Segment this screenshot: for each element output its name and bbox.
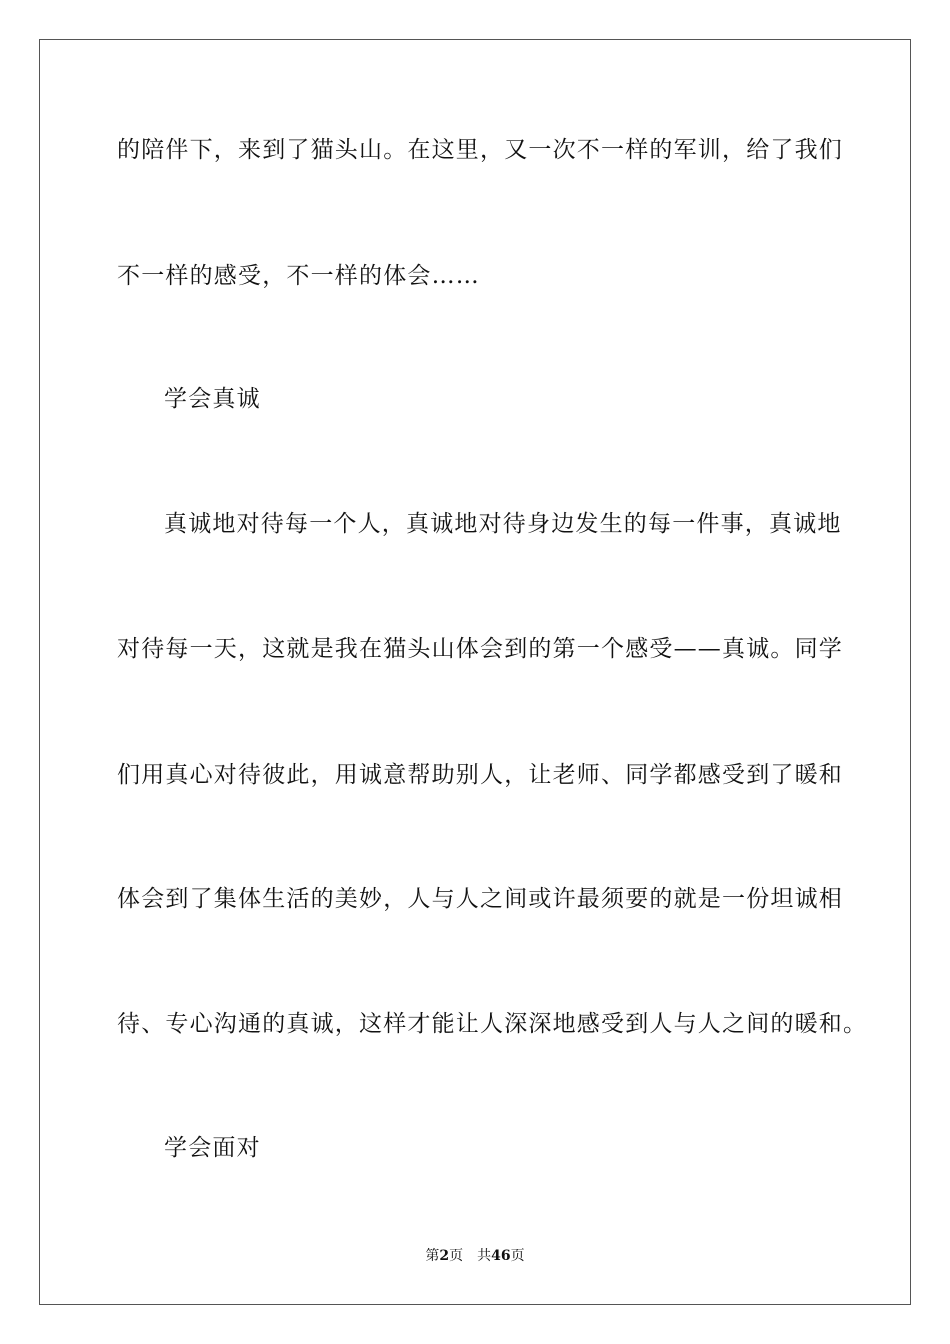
section-heading-facing: 学会面对 (164, 1135, 261, 1161)
section-heading-sincerity: 学会真诚 (164, 386, 261, 412)
body-line-6: 们用真心对待彼此，用诚意帮助别人，让老师、同学都感受到了暖和 (117, 762, 843, 788)
body-line-5: 对待每一天，这就是我在猫头山体会到的第一个感受——真诚。同学 (117, 636, 843, 662)
page-suffix: 页 (449, 1248, 464, 1264)
body-line-8: 待、专心沟通的真诚，这样才能让人深深地感受到人与人之间的暖和。 (117, 1011, 868, 1037)
body-line-1: 的陪伴下，来到了猫头山。在这里，又一次不一样的军训，给了我们 (117, 137, 843, 163)
body-line-2: 不一样的感受，不一样的体会…… (117, 263, 480, 289)
page-number: 2 (439, 1248, 450, 1264)
total-prefix: 共 (477, 1248, 492, 1264)
page-footer (0, 1246, 950, 1266)
page-border (39, 39, 911, 1305)
body-line-7: 体会到了集体生活的美妙，人与人之间或许最须要的就是一份坦诚相 (117, 886, 843, 912)
page-prefix: 第 (425, 1248, 440, 1264)
total-pages: 46 (491, 1248, 511, 1264)
body-line-4: 真诚地对待每一个人，真诚地对待身边发生的每一件事，真诚地 (164, 511, 842, 537)
total-suffix: 页 (510, 1248, 525, 1264)
